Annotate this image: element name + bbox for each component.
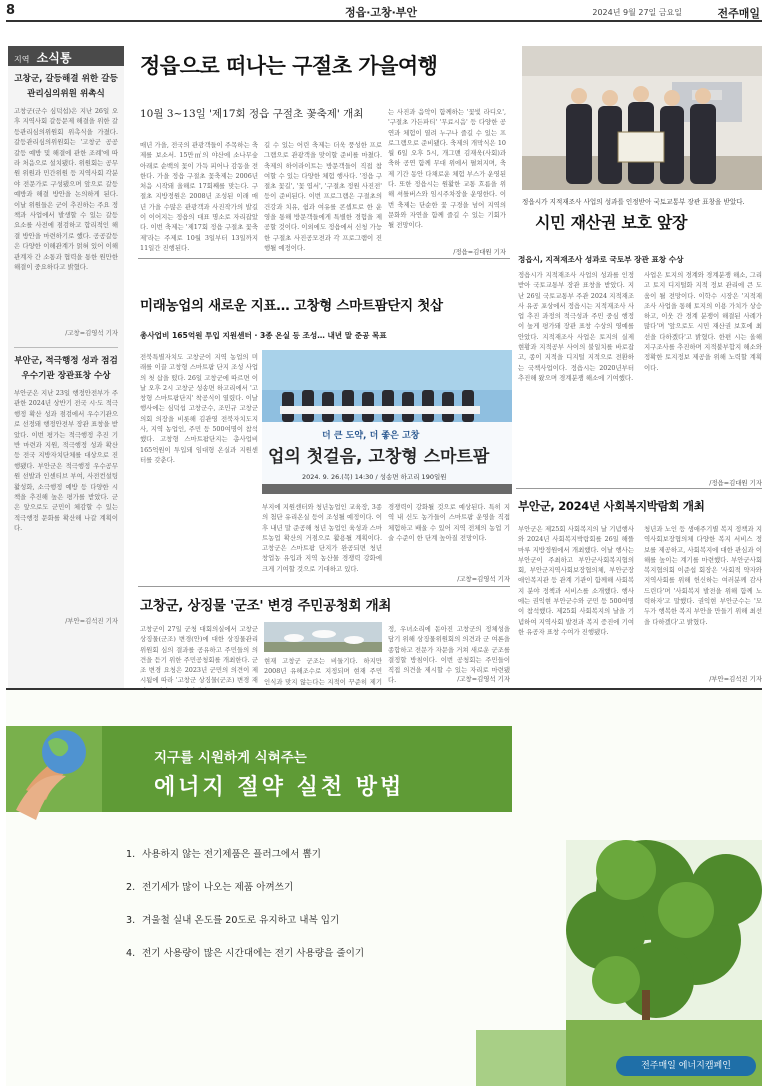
groundbreaking-photo [262, 350, 512, 494]
sidebar-item-byline: /부안=김석진 기자 [65, 617, 118, 625]
tip-number: 2. [126, 882, 136, 893]
feature-col-3: 는 사진과 음악이 함께하는 '꽃빛 라디오', '구절초 가든파티' '무료시음' 등 다양한 공연과 체험이 열려 누구나 즐길 수 있는 프로그램으로 준비됐다. 축제의 개막식은 10월 6일 오후 5시, 개그맨 김재욱(사회)과 축하 공연 함께 무대 위에서 펼쳐지며, 축제 기간 동안 다채로운 체험 부스가 운영된다. 또한 정읍시는 원활한 교통 흐름을 위해 셔틀버스와 임시주차장을 운영한다. 이번 축제는 단순한 꽃 구경을 넘어 지역의 문화와 자연을 함께 즐길 수 있는 기회가 될 전망이다. [388, 108, 506, 230]
ad-subtitle: 지구를 시원하게 식혀주는 [154, 750, 307, 766]
article-col-1: 부안군은 제25회 사회복지의 날 기념행사와 2024년 사회복지박람회를 26일 해뜰마루 지방정원에서 개최했다. 이날 행사는 부안군이 주최하고 부안군사회복지협의회, 부안군지역사회보장협의체, 부안군장애인복지관 등 관계 기관이 함께해 사회복지 분야 정책과 서비스를 소개했다. 행사에는 권익현 부안군수와 군민 등 500여명이 참석했다. 제25회 사회복지의 날을 기념하여 지역사회 발전과 복지 증진에 기여한 유공자 표창 수여가 진행됐다. [518, 525, 634, 636]
article-col-2: 사업은 토지의 경계와 경계분쟁 해소, 그리고 토지 디지털화 지적 정보 관리에 큰 도움이 될 전망이다. 이학수 시장은 '지적재조사 사업을 통해 토지의 이용 가치가 상승하고, 이웃 간 경계 분쟁이 해결된 사례가 많다'며 '앞으로도 시민 재산권 보호에 최선을 다하겠다'고 밝혔다. 한편 시는 올해 지구조사를 추진하며 지적불부합지 해소와 정확한 토지정보 제공을 위해 노력할 계획이다. [644, 271, 762, 372]
tip-text: 사용하지 않는 전기제품은 플러그에서 뽑기 [142, 849, 322, 860]
banner-title: 업의 첫걸음, 고창형 스마트팜 [268, 447, 490, 467]
sidebar-label-small: 지역 [14, 55, 30, 64]
sidebar-item [8, 66, 124, 341]
article-col-2: 부지에 지원센터와 청년농업인 교육장, 3종의 첨단 유리온실 등이 조성될 예정이다. 이후 내년 말 준공해 청년 농업인 육성과 스마트농업 확산의 거점으로 활용될 계획이다. 고창군은 스마트팜 단지가 완공되면 청년 창업농 유입과 지역 농산물 경쟁력 강화에 크게 기여할 것으로 기대하고 있다. [262, 503, 382, 573]
paper-name: 전주매일 [717, 7, 760, 20]
sidebar-news-brief [8, 46, 124, 688]
ad-title: 에너지 절약 실천 방법 [154, 775, 405, 800]
tip-number: 4. [126, 948, 136, 959]
tip-number: 3. [126, 915, 136, 926]
sidebar-header [8, 46, 124, 66]
tip-number: 1. [126, 849, 136, 860]
list-item [126, 846, 451, 879]
section-title: 정읍·고창·부안 [344, 6, 418, 19]
tip-text: 전기 사용량이 많은 시간대에는 전기 사용량을 줄이기 [142, 948, 365, 959]
sidebar-item-body: 고창군(군수 심덕섭)은 지난 26일 오후 지역사회 갈등문제 해결을 위한 갈등관리심의위원회 위촉식을 가졌다. 갈등관리심의위원회는 '고창군 공공갈등 예방 및 해결에 관한 조례'에 따라 처음으로 설치됐다. 위원회는 공무원 위원과 민간위원 등 지역사회 각분야 전문가로 구성됐으며 앞으로 갈등 예방과 해결 방안을 논의하게 된다. 이날 위원들은 군이 추진하는 주요 정책과 사업에서 발생할 수 있는 갈등 요소를 사전에 점검하고 합리적인 해결 방안을 마련하기로 했다. 공공갈등은 다양한 이해관계가 얽혀 있어 이해관계자 간 소통과 협력을 통한 원만한 해결이 중요하다고 밝혔다. [14, 107, 118, 272]
article-col-2: 현재 고창군 군조는 비둘기다. 하지만 2008년 유해조수로 지정되며 현재 주민 인식과 맞지 않는다는 지적이 꾸준히 제기 [264, 657, 382, 686]
feature-headline: 정읍으로 떠나는 구절초 가을여행 [140, 54, 438, 78]
banner-date: 2024. 9. 26.(목) 14:30 / 성송면 하고리 190일원 [302, 473, 447, 481]
list-item [126, 879, 451, 912]
article-col-1: 정읍시가 지적재조사 사업의 성과를 인정받아 국토교통부 장관 표창을 받았다. 지난 26일 국토교통부 주관 2024 지적재조사 유공 포상에서 정읍시는 지적재조사 사업 추진 과정의 적극성과 주민 중심 행정이 높게 평가돼 장관 표창 수상의 영예를 안았다. 지적재조사 사업은 토지의 실제 현황과 지적공부 사이의 불일치를 바로잡고, 종이 지적을 디지털 지적으로 전환하는 국책사업이다. 정읍시는 2020년부터 추진해 왔으며 경계분쟁 해소에 기여했다. [518, 271, 634, 382]
feature-byline: /정읍=김대원 기자 [453, 248, 506, 256]
list-item [126, 912, 451, 945]
ad-footer-text: 전주매일 에너지캠페인 [641, 1061, 731, 1071]
feature-subheadline: 10월 3~13일 '제17회 정읍 구절초 꽃축제' 개최 [140, 108, 364, 120]
banner-slogan: 더 큰 도약, 더 좋은 고창 [322, 431, 420, 441]
article-subheadline: 총사업비 165억원 투입 지원센터 · 3종 온실 등 조성… 내년 말 준공 목표 [140, 331, 387, 340]
ad-tips-list [126, 846, 451, 978]
divider [516, 488, 762, 489]
article-headline: 시민 재산권 보호 앞장 [535, 213, 688, 232]
sidebar-label-big: 소식통 [36, 51, 72, 65]
issue-date: 2024년 9월 27일 금요일 [592, 8, 682, 17]
article-byline: /부안=김석진 기자 [709, 675, 762, 683]
article-headline: 고창군, 상징물 '군조' 변경 주민공청회 개최 [140, 598, 392, 614]
birds-photo [264, 622, 382, 652]
article-col-3: 정, 우녀소리에 돋아진 고창군의 정체성을 담기 위해 상징물위원회의 의견과 군 여론을 종합하고 전문가 자문을 거쳐 새로운 군조를 결정할 방침이다. 이번 공청회는 주민들이 직접 의견을 제시할 수 있는 자리로 마련됐다. [388, 625, 510, 685]
article-byline: /고창=김영석 기자 [457, 575, 510, 583]
ad-footer-badge [616, 1056, 756, 1076]
article-col-1: 고창군이 27일 군청 대회의실에서 고창군 상징물(군조) 변경(안)에 대한 상징물관리위원회 심의 결과를 공유하고 주민들의 의견을 듣기 위한 주민공청회를 개최한다. 군조 변경 요청은 2023년 군민의 의견이 제시됨에 따라 '고창군 상징물(군조) 변경 재 [140, 625, 258, 685]
energy-campaign-ad [6, 688, 762, 1084]
tip-text: 전기세가 많이 나오는 제품 아껴쓰기 [142, 882, 294, 893]
sidebar-item-title: 고창군, 갈등해결 위한 갈등관리심의위원 위촉식 [14, 74, 118, 99]
article-headline: 미래농업의 새로운 지표… 고창형 스마트팜단지 첫삽 [140, 298, 443, 314]
sidebar-item-title: 부안군, 적극행정 성과 점검 우수기관 장관표창 수상 [14, 356, 118, 381]
article-byline: /고창=김영석 기자 [457, 675, 510, 683]
sidebar-item [8, 348, 124, 629]
article-col-2: 청년과 노인 등 생애주기별 복지 정책과 지역사회보장협의체 다양한 복지 서비스 정보를 제공하고, 사회복지에 대한 관심과 이해를 높이는 계기를 마련했다. 부안군사회복지협의회 이준섭 회장은 '사회적 약자와 지역사회를 위해 헌신하는 여러분께 감사드린다'며 '사회복지 발전을 위해 함께 노력하자'고 말했다. 권익현 부안군수는 '모두가 행복한 복지 부안을 만들기 위해 최선을 다하겠다'고 밝혔다. [644, 525, 762, 626]
tip-text: 겨울철 실내 온도를 20도로 유지하고 내복 입기 [142, 915, 340, 926]
divider [138, 258, 510, 259]
article-col-3: 경쟁력이 강화될 것으로 예상된다. 특히 지역 내 신도 농가들이 스마트팜 운영을 직접 체험하고 배울 수 있어 지역 전체의 농업 기술 수준이 한 단계 높아질 전망이다. [388, 503, 510, 542]
feature-col-1: 매년 가을, 전국의 관광객들이 주목하는 축제를 보소서. 15만㎡의 야산에 소나무숲 아래로 순백의 꽃이 가득 피어나 감동을 전한다. 가을 정읍 구절초 꽃축제는 2006년 처음 시작돼 올해로 17회째를 맞는다. 구절초 지방정원은 2008년 조성된 이래 매년 가을 수많은 관광객과 사진작가의 발길이 이어지는 정읍의 대표 명소로 자리잡았다. 이번 축제는 '제17회 정읍 구절초 꽃축제'라는 주제로 10월 3일부터 13일까지 11일간 진행된다. [140, 141, 258, 252]
article-col-1: 전북특별자치도 고창군이 지역 농업의 미래를 이끌 고창형 스마트팜 단지 조성 사업의 첫 삽을 떴다. 26일 고창군에 따르면 이날 오후 2시 고창군 성송면 하고리에서 '고창형 스마트팜단지' 착공식이 열렸다. 이날 행사에는 심덕섭 고창군수, 조민규 고창군의회 의장을 비롯해 김관영 전북자치도지사, 지역 농업인, 주민 등 500여명이 참석했다. 고창형 스마트팜단지는 총사업비 165억원이 투입돼 임대형 온실과 지원센터를 갖춘다. [140, 353, 258, 464]
article-headline: 부안군, 2024년 사회복지박람회 개최 [518, 499, 705, 513]
award-photo [522, 46, 762, 190]
header-rule [6, 20, 762, 22]
sidebar-item-body: 부안군은 지난 23일 행정안전부가 주관한 2024년 상반기 전국 시·도 적극행정 확산 성과 점검에서 우수기관으로 선정돼 행정안전부 장관 표창을 받았다. 이번 평가는 적극행정 추진 기반 마련과 지원, 적극행정 성과 확산 등 전국 지방자치단체를 대상으로 진행됐다. 부안군은 적극행정 우수공무원 선발과 인센티브 부여, 사전컨설팅 활성화, 소극행정 예방 등 다양한 시책을 추진해 높은 평가를 받았다. 군은 앞으로도 군민이 체감할 수 있는 적극행정 문화를 확산해 나갈 계획이다. [14, 389, 118, 533]
feature-col-2: 길 수 있는 어린 축제는 더욱 풍성한 프로그램으로 관광객을 맞이할 준비를 마쳤다. 축제의 하이라이트는 방문객들이 직접 참여할 수 있는 다양한 체험 행사다. '정읍 구절초 꽃길', '꽃 엽서', '구절초 정원 사진전' 등이 준비된다. 이번 프로그램은 구절초의 건강과 치유, 쉼과 여유를 콘셉트로 한 운영을 통해 방문객들에게 특별한 경험을 제공할 것이다. 이외에도 정읍에서 신청 가능한 구절초 사진공모전과 각 프로그램이 진행될 예정이다. [264, 141, 382, 252]
divider [138, 586, 510, 587]
page-header [6, 3, 762, 21]
article-subheadline: 정읍시, 지적재조사 성과로 국토부 장관 표창 수상 [518, 255, 684, 264]
list-item [126, 945, 451, 978]
page-number: 8 [6, 3, 16, 18]
award-photo-caption: 정읍시가 지적재조사 사업의 성과를 인정받아 국토교통부 장관 표창을 받았다. [522, 198, 745, 206]
sidebar-item-byline: /고창=김영석 기자 [65, 329, 118, 337]
article-byline: /정읍=김대원 기자 [709, 479, 762, 487]
